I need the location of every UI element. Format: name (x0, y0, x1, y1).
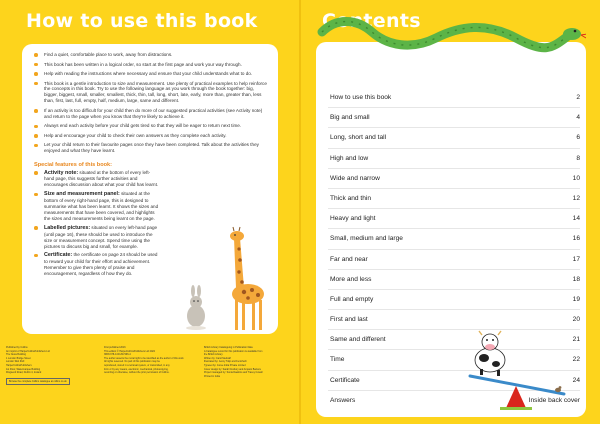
tip-item: If an activity is too difficult for your child then do more of our suggested practical activities (see Activity note) and return to the page when you know that they're likely to achieve it. (34, 108, 268, 120)
toc-page: 16 (572, 235, 580, 243)
imprint-line: 1st Floor, Watermarque Building (6, 367, 41, 371)
toc-page: 10 (572, 174, 580, 182)
toc-entry[interactable] (328, 128, 580, 148)
tip-item: Help with reading the instructions where necessary and ensure that your child understands what to do. (34, 71, 268, 77)
feature-item (34, 191, 160, 222)
feature-item (34, 170, 160, 189)
small-animal-illustration (555, 386, 561, 392)
toc-entry[interactable] (328, 209, 580, 229)
feature-label: Certificate: (44, 252, 73, 259)
feature-text: the certificate on page 24 should be used to reward your child for their effort and achievement. Remember to give them plenty of praise and encouragement, regardless of how they do. (44, 252, 158, 277)
imprint-line: First published 2016 (104, 346, 126, 349)
toc-title: Small, medium and large (330, 235, 403, 243)
toc-page: 6 (576, 134, 580, 142)
cow-illustration (475, 331, 505, 376)
toc-page: 22 (572, 356, 580, 364)
feature-item (34, 225, 160, 250)
toc-entry[interactable] (328, 270, 580, 290)
imprint-column (6, 346, 96, 385)
toc-title: Same and different (330, 336, 386, 344)
toc-title: Full and empty (330, 295, 374, 303)
imprint-line: the British Library. (204, 353, 224, 357)
imprint-line: Printed in India (204, 374, 220, 378)
toc-title: Wide and narrow (330, 174, 380, 182)
toc-page: 2 (576, 94, 580, 101)
tip-item: This book is a gentle introduction to size and measurement. Use plenty of practical examples to help reinforce the concepts in this book. Try to use the following language as you work through the book together: big, bigger, biggest, small, smaller, smallest, thick, thin, tall, long, short, late, early, more than, greater than, less than, first, last, full, empty, half, medium, large, same and different. (34, 81, 268, 105)
imprint-line: Cover design by: Sarah Duxbury and Amparo Barrera (204, 367, 261, 371)
imprint-line: reproduced, stored in a retrieval system, or transmitted, in any (104, 363, 170, 367)
imprint-line: 1 London Bridge Street (6, 356, 31, 360)
imprint-column (204, 346, 296, 378)
imprint-line: Published by Collins (6, 346, 28, 349)
toc-title: Long, short and tall (330, 134, 387, 142)
imprint-line: British Library Cataloguing in Publication Data (204, 346, 253, 349)
toc-entry[interactable] (328, 108, 580, 128)
tip-item: Always end each activity before your child gets tired so that they will be eager to return next time. (34, 123, 268, 129)
feature-label: Size and measurement panel: (44, 191, 120, 198)
imprint-line: A Catalogue record for this publication is available from (204, 349, 263, 353)
giraffe-rabbit-illustration (182, 224, 272, 334)
toc-title: Heavy and light (330, 215, 376, 223)
toc-title: Time (330, 356, 345, 364)
toc-title: How to use this book (330, 94, 392, 101)
toc-entry[interactable] (328, 149, 580, 169)
toc-entry[interactable] (328, 169, 580, 189)
tip-item: Help and encourage your child to check their own answers as they complete each activity. (34, 133, 268, 139)
toc-page: 21 (572, 336, 580, 344)
tip-item: Find a quiet, comfortable place to work, away from distractions. (34, 52, 268, 58)
imprint-line: Typeset by: Jouve India Private Limited (204, 363, 246, 367)
imprint-line: An imprint of HarperCollinsPublishers Ltd (6, 349, 50, 353)
imprint-line: The author asserts the moral right to be identified as the author of this work. (104, 356, 185, 360)
giraffe-illustration (230, 227, 264, 330)
cow-seesaw-illustration (460, 330, 572, 412)
tip-item: Let your child return to their favourite pages once they have been completed. Talk about the activities they enjoyed and what they have learnt. (34, 142, 268, 154)
toc-title: More and less (330, 275, 372, 283)
tips-list (22, 44, 278, 154)
imprint-line: Ringsend Road, Dublin 4, Ireland (6, 371, 42, 375)
toc-title: High and low (330, 154, 369, 162)
toc-entry[interactable] (328, 189, 580, 209)
imprint-line: Written by: Carol Medcalf (204, 356, 231, 360)
tip-item: This book has been written in a logical order, so start at the first page and work your way through. (34, 62, 268, 68)
imprint-line: All rights reserved. No part of this publication may be (104, 360, 160, 364)
imprint-column (104, 346, 196, 375)
page-title-how-to-use: How to use this book (26, 10, 258, 32)
toc-title: Certificate (330, 376, 360, 384)
toc-entry[interactable] (328, 310, 580, 330)
toc-entry[interactable] (328, 229, 580, 249)
toc-title: Big and small (330, 114, 370, 122)
feature-text: situated at the bottom of every left-hand page, this suggests further activities and encourages discussion about what your child has learnt. (44, 169, 159, 188)
toc-title: First and last (330, 316, 368, 324)
toc-page: Inside back cover (528, 396, 580, 404)
feature-label: Labelled pictures: (44, 224, 91, 231)
imprint-line: Illustrated by: Jenny Tulip and Fenichelli (204, 360, 247, 364)
toc-title: Far and near (330, 255, 368, 263)
right-page (300, 0, 600, 424)
imprint-line: Project managed by: Sonia Dawkins and Tracey Cowell (204, 371, 263, 375)
snake-illustration (316, 10, 586, 58)
toc-title: Thick and thin (330, 194, 372, 202)
feature-text: situated at the bottom of every right-hand page, this is designed to summarise what has been learnt. It shows the sizes and measurements that have been covered, and highlights the sizes and measurements being learnt on the page. (44, 191, 159, 221)
page-title-contents: Contents (322, 10, 421, 32)
toc-page: 8 (576, 154, 580, 162)
toc-page: 20 (572, 316, 580, 324)
browse-catalogue-link[interactable]: Browse the complete Collins catalogue at collins.co.uk (6, 378, 70, 386)
toc-title: Answers (330, 396, 356, 404)
imprint-line: This edition © HarperCollinsPublishers Ltd 2022 (104, 349, 155, 353)
feature-text: situated on every left-hand page (until page 16), these should be used to introduce the size or measurement concept. Spend time using the pictures to discuss big and small, for example. (44, 224, 158, 249)
toc-page: 14 (572, 215, 580, 223)
toc-page: 12 (572, 194, 580, 202)
imprint-line: The News Building (6, 353, 26, 357)
imprint-line: form or by any means, electronic, mechanical, photocopying, (104, 367, 169, 371)
toc-page: 24 (572, 376, 580, 384)
toc-page: 4 (576, 114, 580, 122)
feature-item (34, 252, 160, 277)
toc-entry[interactable] (328, 88, 580, 108)
feature-label: Activity note: (44, 169, 79, 176)
toc-entry[interactable] (328, 290, 580, 310)
toc-page: 18 (572, 275, 580, 283)
toc-page: 19 (572, 295, 580, 303)
instructions-panel (22, 44, 278, 334)
imprint-line: recording or otherwise, without the prior permission of Collins. (104, 371, 170, 375)
imprint-line: HarperCollinsPublishers (6, 363, 32, 367)
toc-entry[interactable] (328, 250, 580, 270)
toc-page: 17 (572, 255, 580, 263)
rabbit-illustration (186, 285, 206, 330)
imprint-line: ISBN 978-0-00-847296-4 (104, 353, 131, 357)
special-features-title: Special features of this book: (34, 161, 113, 168)
imprint-line: London SE1 9GF (6, 360, 25, 364)
